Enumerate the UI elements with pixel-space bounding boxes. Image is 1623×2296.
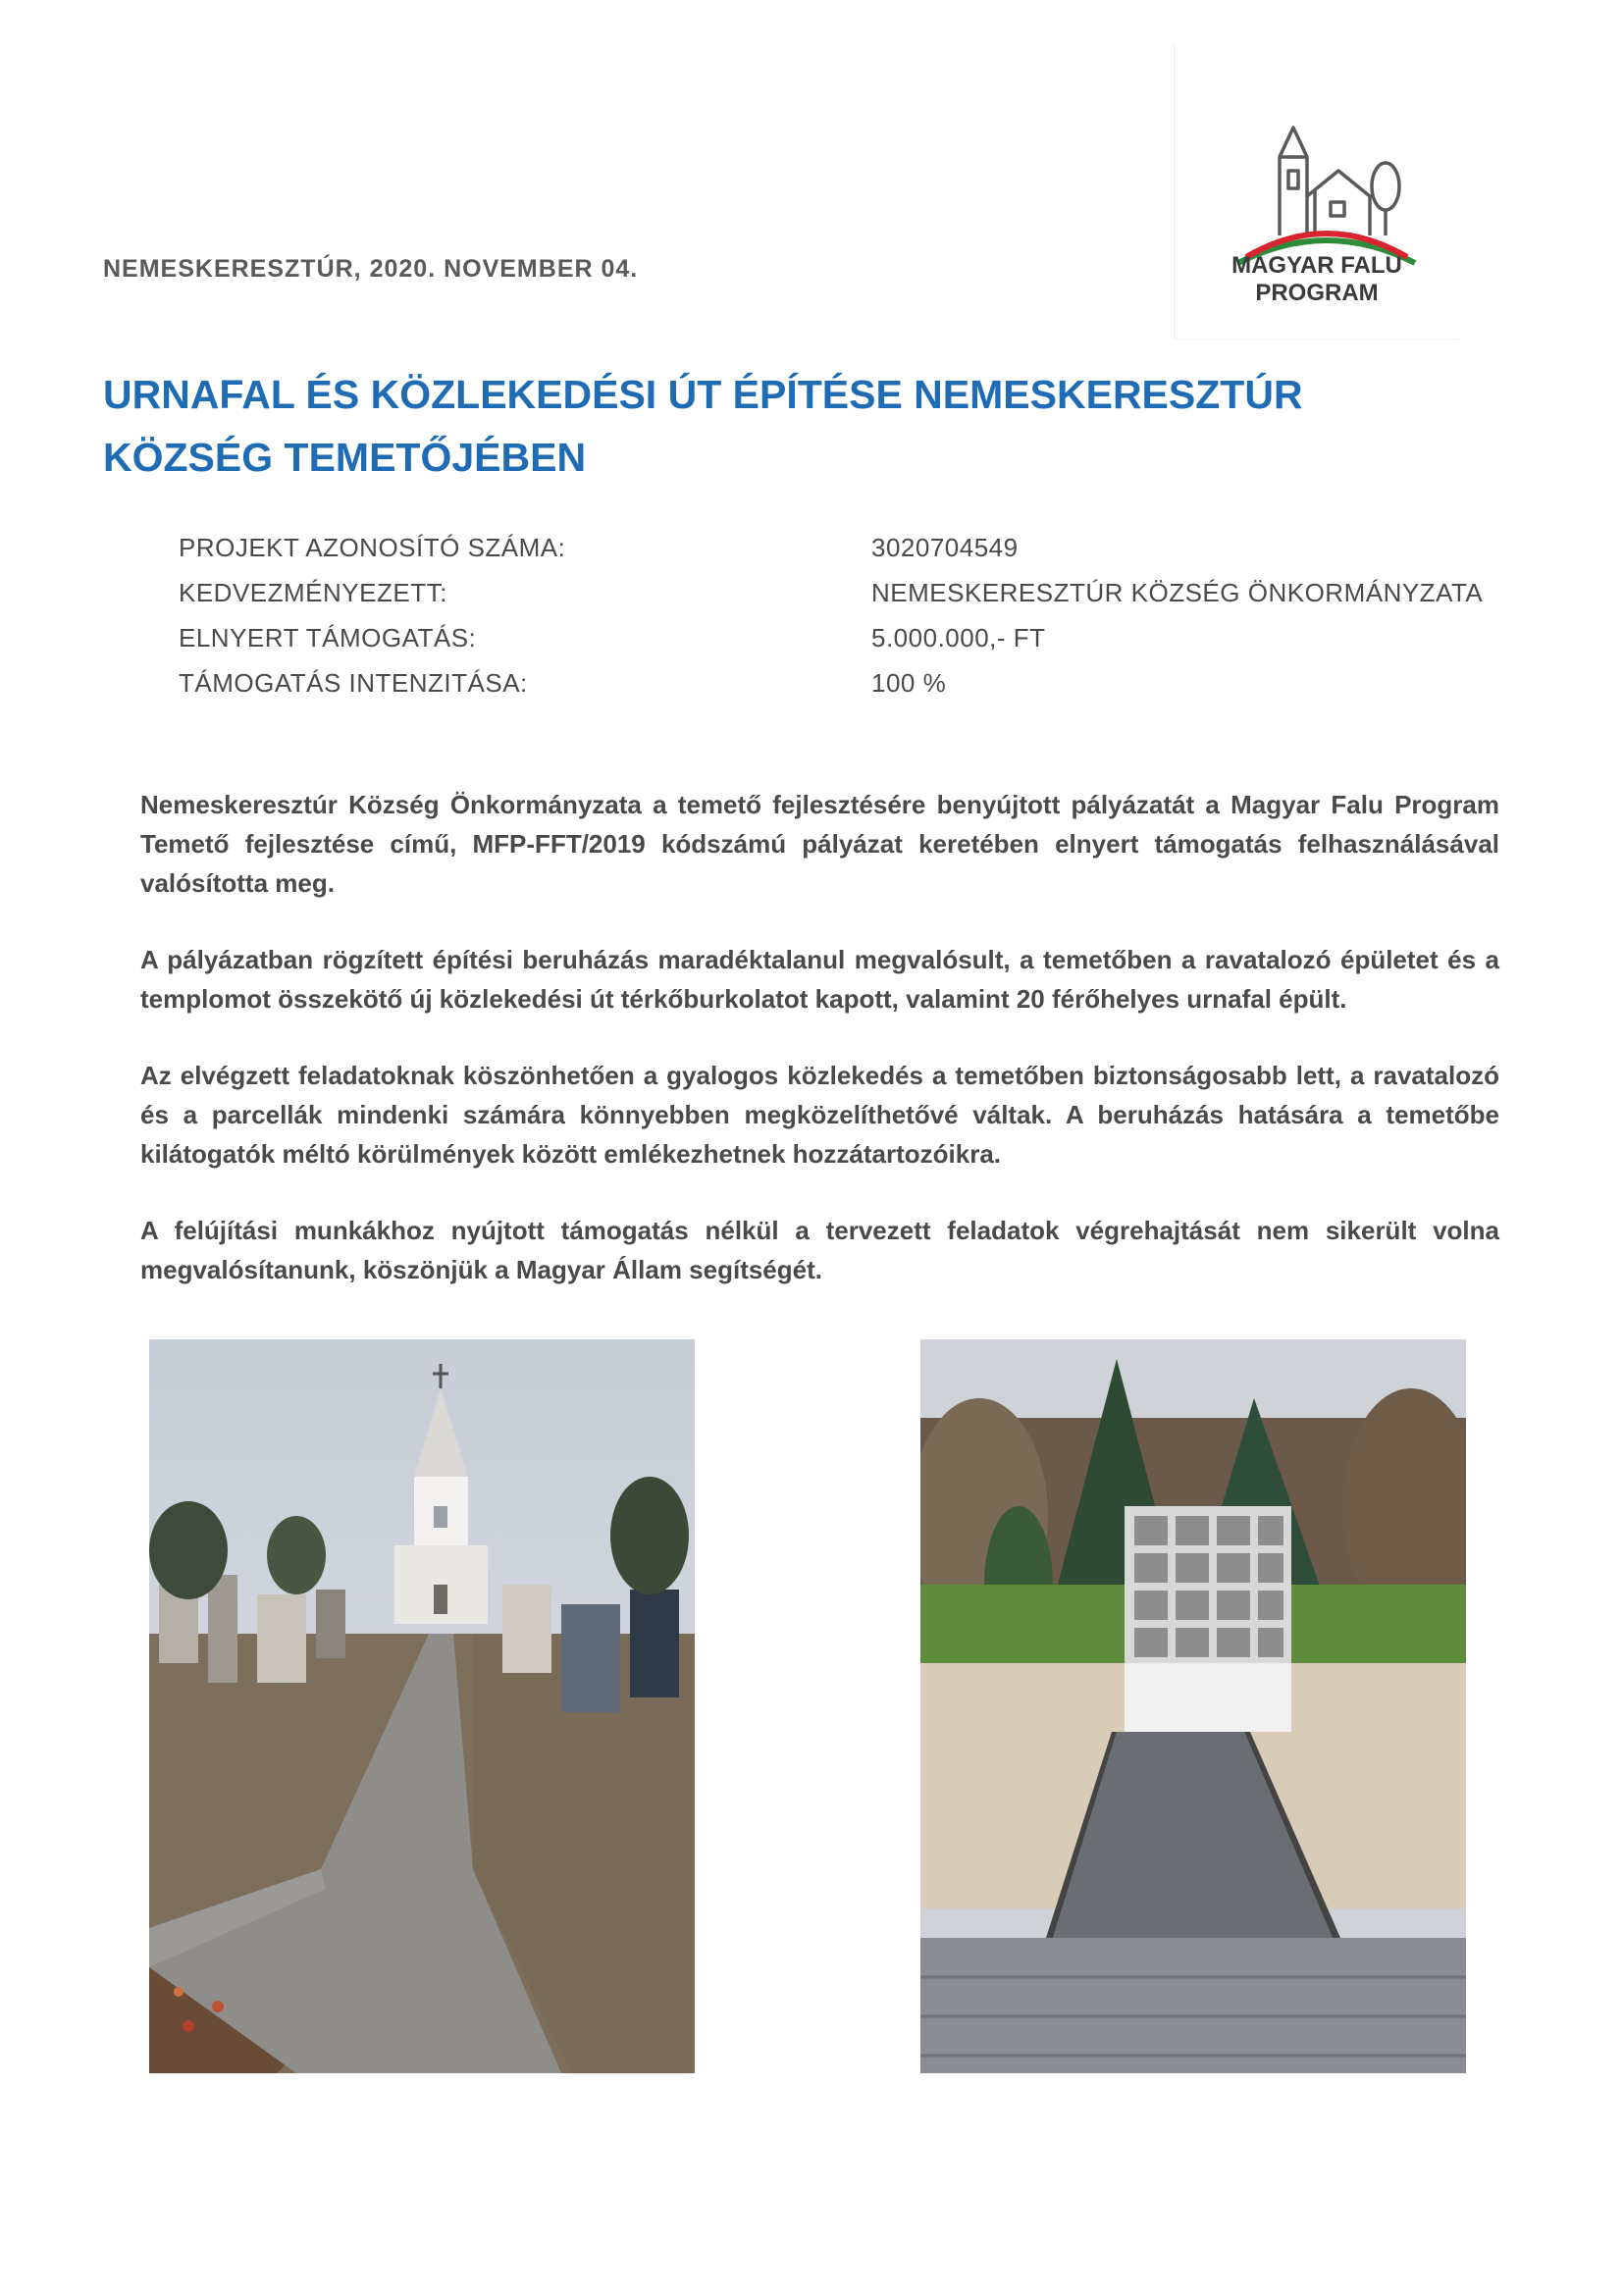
info-label: PROJEKT AZONOSÍTÓ SZÁMA: (179, 533, 566, 562)
info-label: ELNYERT TÁMOGATÁS: (179, 623, 477, 652)
body-text (140, 785, 1499, 1327)
logo-text-line2: PROGRAM (1255, 280, 1379, 306)
info-value: 3020704549 (871, 533, 1019, 562)
info-value: NEMESKERESZTÚR KÖZSÉG ÖNKORMÁNYZATA (871, 578, 1484, 607)
magyar-falu-program-logo (1174, 44, 1459, 339)
urn-wall-photo (920, 1339, 1466, 2073)
paragraph: A pályázatban rögzített építési beruházás maradéktalanul megvalósult, a temetőben a ravatalozó épületet és a templomot összekötő új közlekedési út térkőburkolatot kapott, valamint 20 férőhelyes urnafal épült. (140, 945, 1499, 1014)
cemetery-path-photo (149, 1339, 695, 2073)
info-label: TÁMOGATÁS INTENZITÁSA: (179, 668, 528, 698)
info-label: KEDVEZMÉNYEZETT: (179, 578, 447, 607)
paragraph: Nemeskeresztúr Község Önkormányzata a temető fejlesztésére benyújtott pályázatát a Magyar Falu Program Temető fejlesztése című, MFP-FFT/2019 kódszámú pályázat keretében elnyert támogatás felhasználásával valósította meg. (140, 790, 1499, 898)
info-value: 5.000.000,- FT (871, 623, 1046, 652)
logo-text-line1: MAGYAR FALU (1231, 252, 1402, 279)
page-title (103, 363, 1477, 489)
paragraph: Az elvégzett feladatoknak köszönhetően a gyalogos közlekedés a temetőben biztonságosabb lett, a ravatalozó és a parcellák mindenki számára könnyebben megközelíthetővé váltak. A beruházás hatására a temetőbe kilátogatók méltó körülmények között emlékezhetnek hozzátartozóikra. (140, 1061, 1499, 1169)
paragraph: A felújítási munkákhoz nyújtott támogatás nélkül a tervezett feladatok végrehajtását nem sikerült volna megvalósítanunk, köszönjük a Magyar Állam segítségét. (140, 1216, 1499, 1284)
date-line: NEMESKERESZTÚR, 2020. NOVEMBER 04. (103, 255, 639, 283)
info-value: 100 % (871, 668, 947, 698)
title-line1: URNAFAL ÉS KÖZLEKEDÉSI ÚT ÉPÍTÉSE NEMESKERESZTÚR (103, 372, 1303, 417)
title-line2: KÖZSÉG TEMETŐJÉBEN (103, 435, 587, 480)
